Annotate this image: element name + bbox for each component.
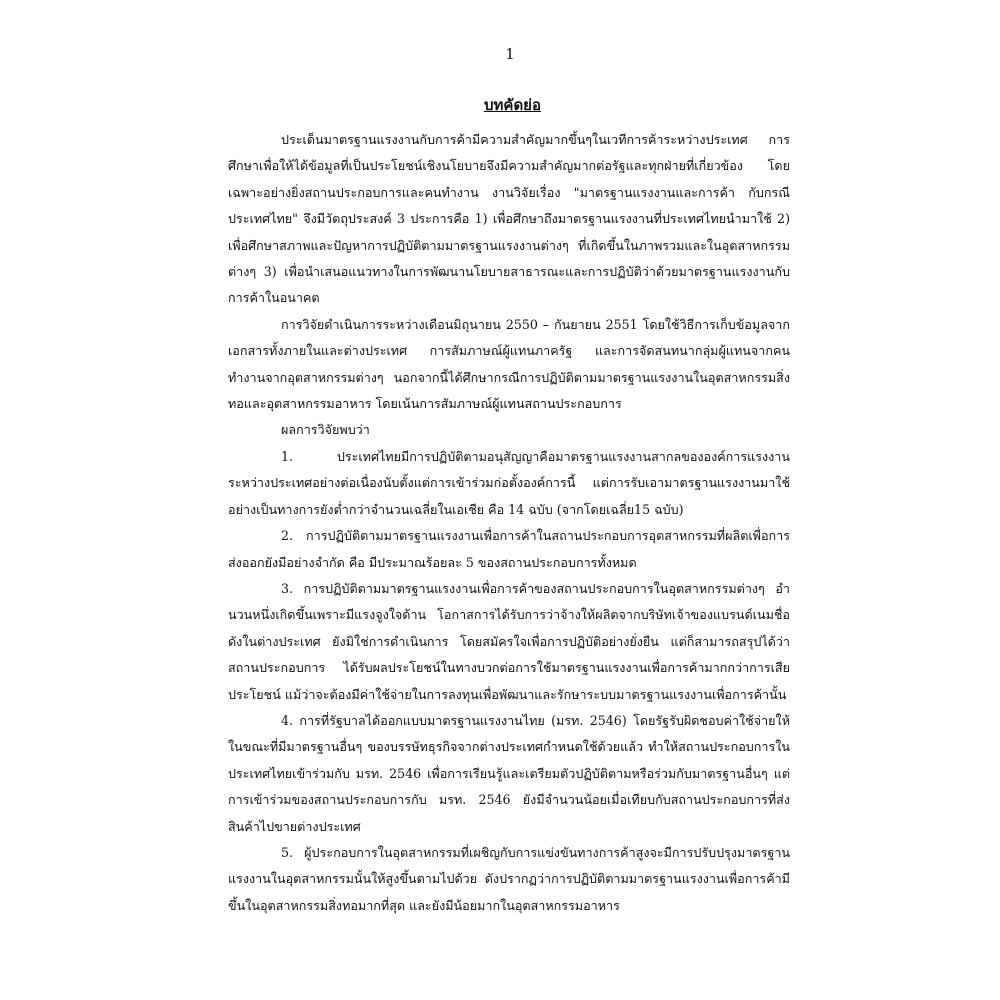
intro-paragraph: ประเด็นมาตรฐานแรงงานกับการค้ามีความสำคัญมากขึ้นๆในเวทีการค้าระหว่างประเทศ การศึกษาเพื่อให้ได้ข้อมูลที่เป็นประโยชน์เชิงนโยบายจึงมีความสำคัญมากต่อรัฐและทุกฝ่ายที่เกี่ยวข้อง โดยเฉพาะอย่างยิ่งสถานประกอบการและคนทำงาน งานวิจัยเรื่อง "มาตรฐานแรงงานและการค้า กับกรณีประเทศไทย" จึงมีวัตถุประสงค์ 3 ประการคือ 1) เพื่อศึกษาถึงมาตรฐานแรงงานที่ประเทศไทยนำมาใช้ 2) เพื่อศึกษาสภาพและปัญหาการปฏิบัติตามมาตรฐานแรงงานต่างๆ ที่เกิดขึ้นในภาพรวมและในอุตสาหกรรมต่างๆ 3) เพื่อนำเสนอแนวทางในการพัฒนานโยบายสาธารณะและการปฏิบัติว่าด้วยมาตรฐานแรงงานกับการค้าในอนาคต [228, 132, 790, 306]
abstract-body [228, 127, 790, 919]
abstract-heading: บทคัดย่อ [484, 96, 541, 114]
finding-item-1: 1. ประเทศไทยมีการปฏิบัติตามอนุสัญญาคือมาตรฐานแรงงานสากลขององค์การแรงงานระหว่างประเทศอย่างต่อเนื่องนับตั้งแต่การเข้าร่วมก่อตั้งองค์การนี้ แต่การรับเอามาตรฐานแรงงานมาใช้อย่างเป็นทางการยังต่ำกว่าจำนวนเฉลี่ยในเอเชีย คือ 14 ฉบับ (จากโดยเฉลี่ย15 ฉบับ) [228, 448, 790, 517]
findings-heading: ผลการวิจัยพบว่า [281, 422, 370, 438]
finding-item-3: 3. การปฏิบัติตามมาตรฐานแรงงานเพื่อการค้าของสถานประกอบการในอุตสาหกรรมต่างๆ อำนวนหนึ่งเกิดขึ้นเพราะมีแรงจูงใจด้าน โอกาสการได้รับการว่าจ้างให้ผลิตจากบริษัทเจ้าของแบรนด์เนมชื่อดังในต่างประเทศ ยังมิใช่การดำเนินการ โดยสมัครใจเพื่อการปฏิบัติอย่างยั่งยืน แต่ก็สามารถสรุปได้ว่าสถานประกอบการ ได้รับผลประโยชน์ในทางบวกต่อการใช้มาตรฐานแรงงานเพื่อการค้ามากกว่าการเสียประโยชน์ แม้ว่าจะต้องมีค่าใช้จ่ายในการลงทุนเพื่อพัฒนาและรักษาระบบมาตรฐานแรงงานเพื่อการค้านั้น [228, 580, 790, 702]
methodology-paragraph: การวิจัยดำเนินการระหว่างเดือนมิถุนายน 2550 – กันยายน 2551 โดยใช้วิธีการเก็บข้อมูลจากเอกสารทั้งภายในและต่างประเทศ การสัมภาษณ์ผู้แทนภาครัฐ และการจัดสนทนากลุ่มผู้แทนจากคนทำงานจากอุตสาหกรรมต่างๆ นอกจากนี้ได้ศึกษากรณีการปฏิบัติตามมาตรฐานแรงงานในอุตสาหกรรมสิ่งทอและอุตสาหกรรมอาหาร โดยเน้นการสัมภาษณ์ผู้แทนสถานประกอบการ [228, 316, 790, 412]
finding-item-5: 5. ผู้ประกอบการในอุตสาหกรรมที่เผชิญกับการแข่งขันทางการค้าสูงจะมีการปรับปรุงมาตรฐานแรงงานในอุตสาหกรรมนั้นให้สูงขึ้นตามไปด้วย ดังปรากฏว่าการปฏิบัติตามมาตรฐานแรงงานเพื่อการค้ามีขึ้นในอุตสาหกรรมสิ่งทอมากที่สุด และยังมีน้อยมากในอุตสาหกรรมอาหาร [228, 844, 790, 913]
page-number: 1 [505, 45, 515, 63]
page-title [300, 93, 725, 117]
finding-item-4: 4. การที่รัฐบาลได้ออกแบบมาตรฐานแรงงานไทย (มรท. 2546) โดยรัฐรับผิดชอบค่าใช้จ่ายให้ในขณะที่มีมาตรฐานอื่นๆ ของบรรษัทธุรกิจจากต่างประเทศกำหนดใช้ด้วยแล้ว ทำให้สถานประกอบการในประเทศไทยเข้าร่วมกับ มรท. 2546 เพื่อการเรียนรู้และเตรียมตัวปฏิบัติตามหรือร่วมกับมาตรฐานอื่นๆ แต่การเข้าร่วมของสถานประกอบการกับ มรท. 2546 ยังมีจำนวนน้อยเมื่อเทียบกับสถานประกอบการที่ส่งสินค้าไปขายต่างประเทศ [228, 712, 790, 834]
finding-item-2: 2. การปฏิบัติตามมาตรฐานแรงงานเพื่อการค้าในสถานประกอบการอุตสาหกรรมที่ผลิตเพื่อการส่งออกยังมีอย่างจำกัด คือ มีประมาณร้อยละ 5 ของสถานประกอบการทั้งหมด [228, 528, 790, 570]
